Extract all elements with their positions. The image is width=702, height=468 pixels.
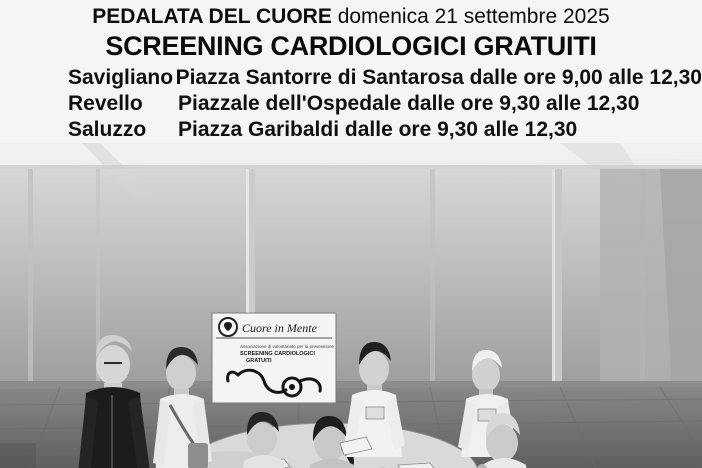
event-photo xyxy=(0,143,702,468)
svg-text:GRATUITI: GRATUITI xyxy=(246,358,272,364)
headline-event: PEDALATA DEL CUORE xyxy=(92,5,332,28)
list-item xyxy=(68,65,702,91)
headline-main: SCREENING CARDIOLOGICI GRATUITI xyxy=(105,31,597,61)
location-city: Savigliano xyxy=(68,66,174,89)
headline-event-line xyxy=(0,4,702,30)
list-item xyxy=(68,117,702,143)
locations-list xyxy=(0,65,702,143)
location-detail: Piazza Garibaldi dalle ore 9,30 alle 12,30 xyxy=(178,118,578,141)
location-city: Revello xyxy=(68,92,143,115)
svg-text:SCREENING CARDIOLOGICI: SCREENING CARDIOLOGICI xyxy=(240,351,315,357)
poster-header xyxy=(0,0,702,143)
location-detail: Piazza Santorre di Santarosa dalle ore 9,00 alle 12,30 xyxy=(175,66,702,89)
svg-text:Cuore in Mente: Cuore in Mente xyxy=(242,321,317,335)
headline-date: domenica 21 settembre 2025 xyxy=(337,5,610,28)
location-detail: Piazzale dell'Ospedale dalle ore 9,30 alle 12,30 xyxy=(178,92,640,115)
svg-text:Associazione di volontariato p: Associazione di volontariato per la prevenzione xyxy=(240,344,335,349)
location-city: Saluzzo xyxy=(68,118,147,141)
wall-banner xyxy=(212,313,336,403)
list-item xyxy=(68,91,702,117)
